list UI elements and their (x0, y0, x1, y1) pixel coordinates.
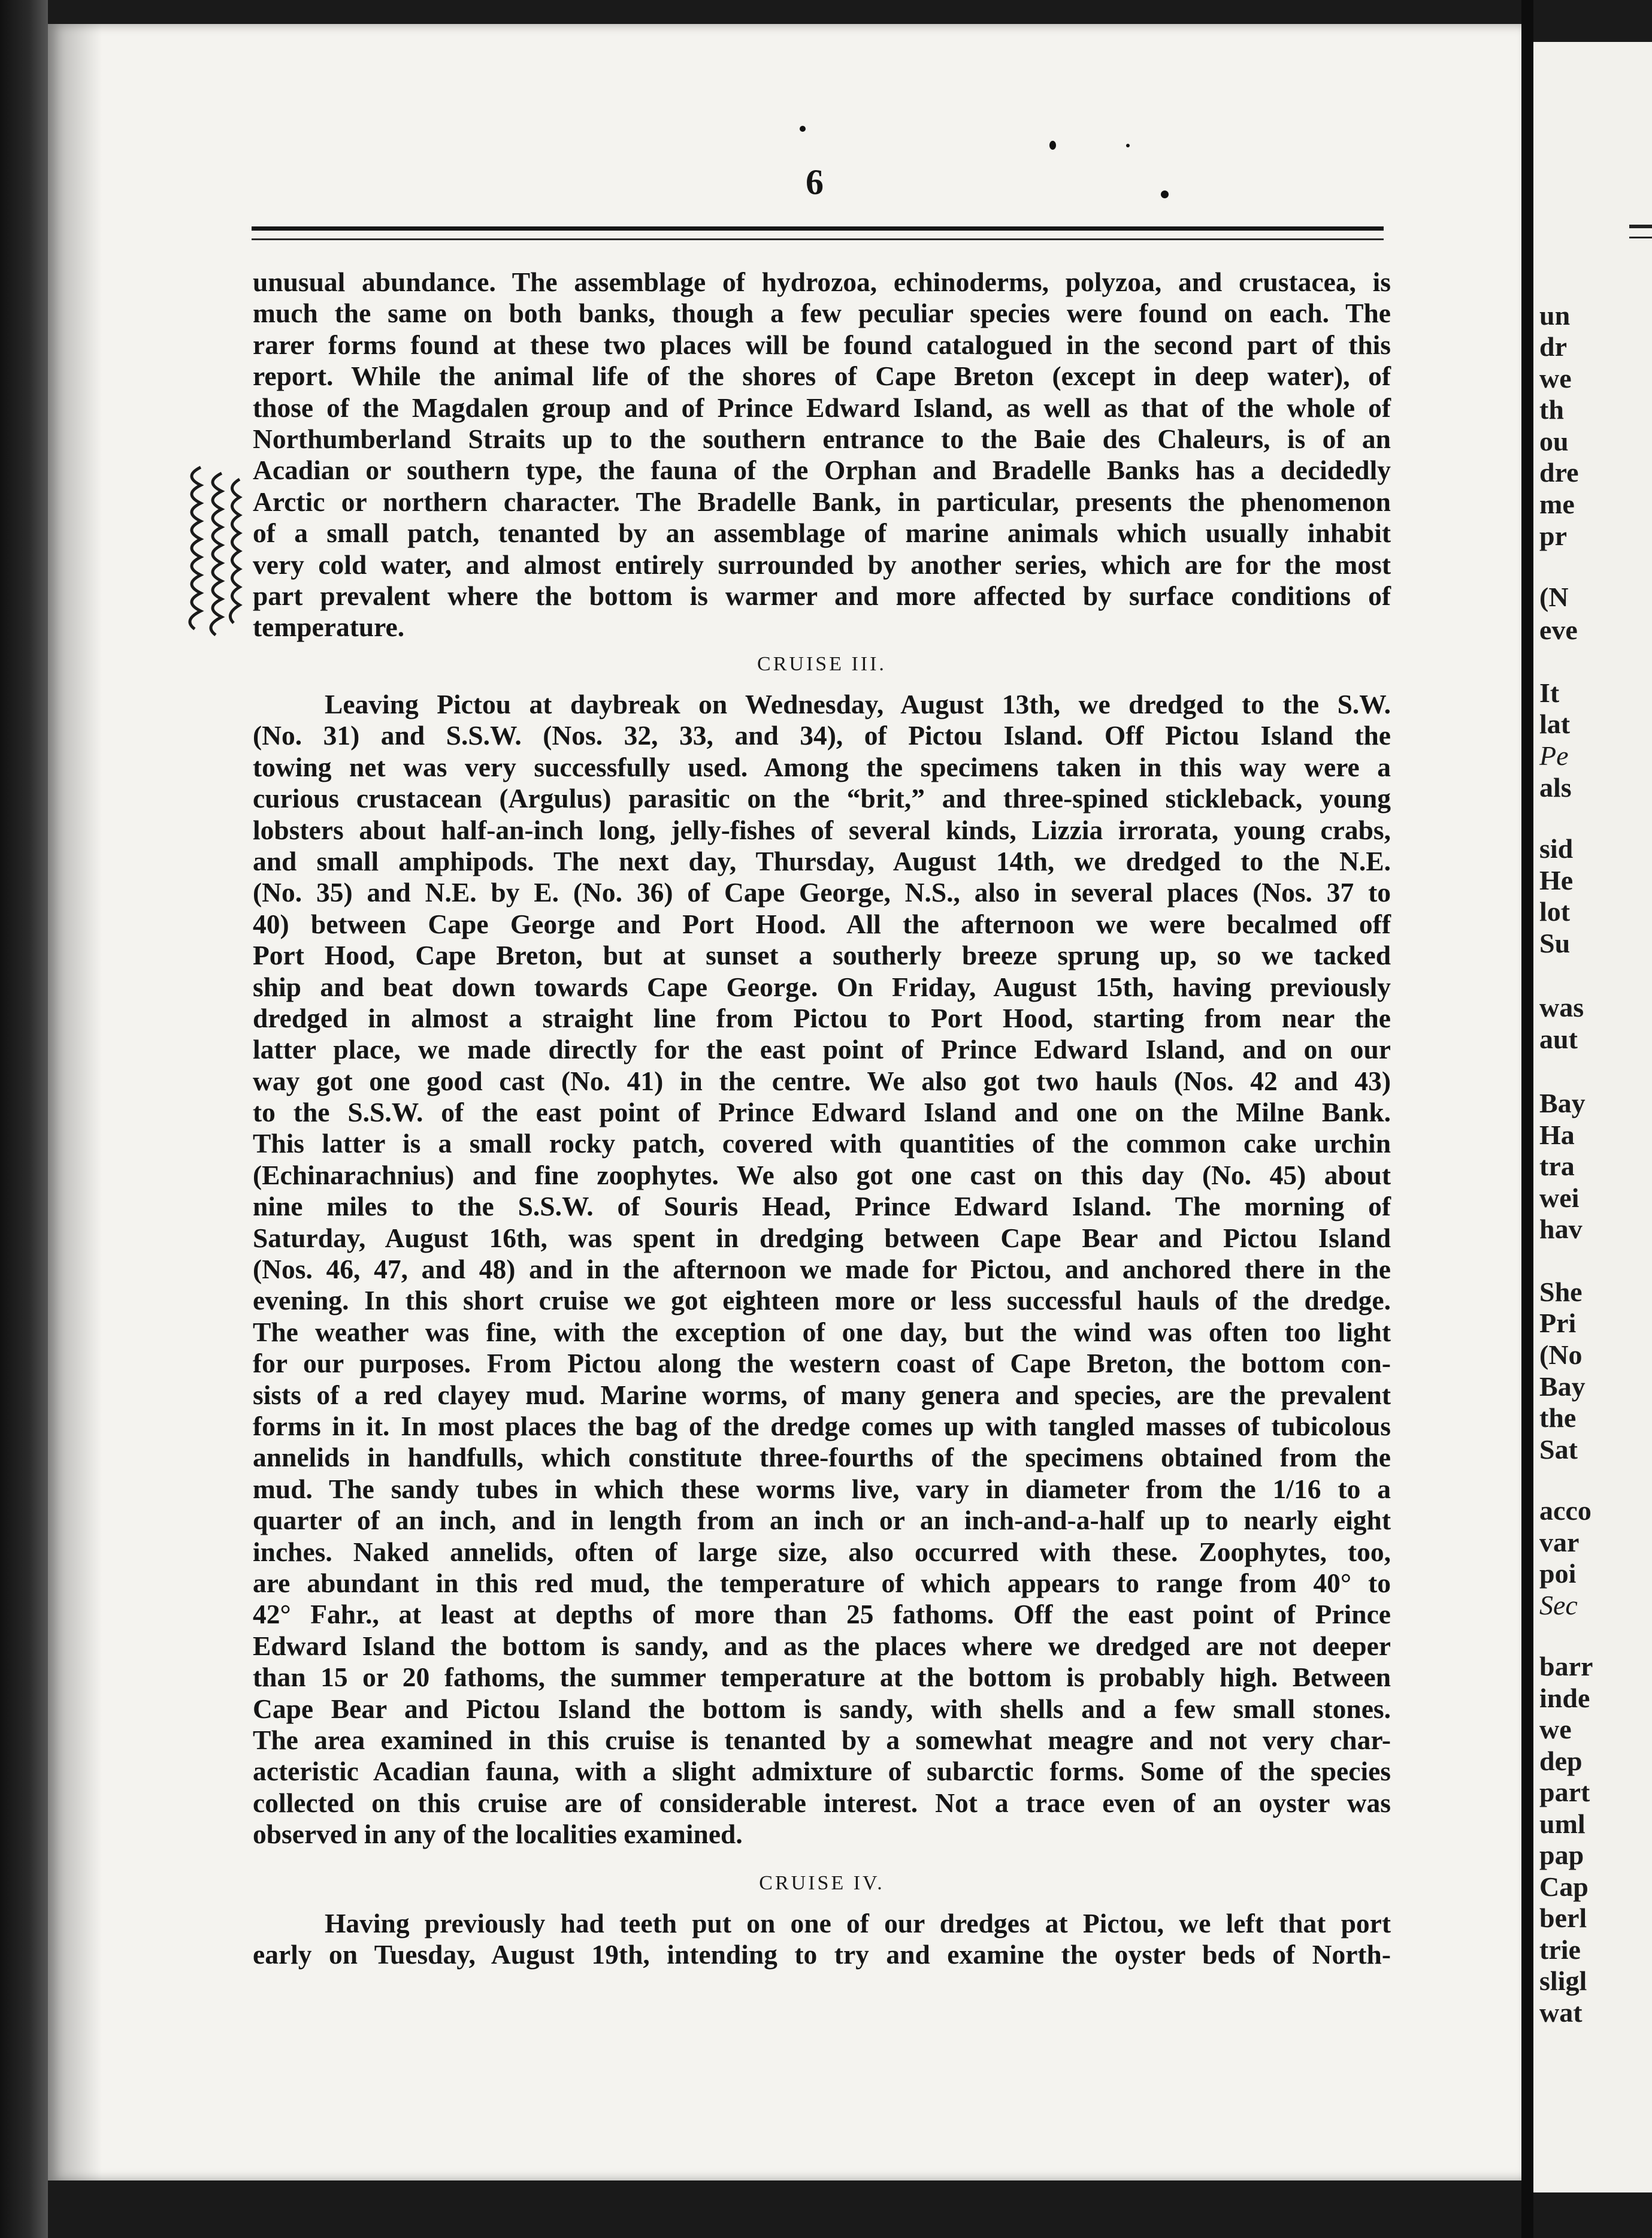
adjacent-fragment: als (1539, 772, 1572, 803)
text-line: Saturday, August 16th, was spent in dredging between Cape Bear and Pictou Island (253, 1222, 1391, 1253)
text-line: early on Tuesday, August 19th, intending to try and examine the oyster beds of North- (253, 1939, 1391, 1970)
text-line: (No. 31) and S.S.W. (Nos. 32, 33, and 34), of Pictou Island. Off Pictou Island the (253, 720, 1391, 751)
adjacent-page-rule (1629, 225, 1652, 228)
text-line: for our purposes. From Pictou along the western coast of Cape Breton, the bottom con- (253, 1348, 1391, 1379)
paragraph-intro (253, 267, 1391, 643)
scan-speck (1161, 190, 1169, 198)
adjacent-fragment: uml (1539, 1808, 1586, 1839)
adjacent-fragment: we (1539, 363, 1572, 394)
text-line: Port Hood, Cape Breton, but at sunset a southerly breeze sprung up, so we tacked (253, 940, 1391, 971)
text-line: latter place, we made directly for the east point of Prince Edward Island, and on our (253, 1034, 1391, 1065)
adjacent-fragment: wat (1539, 1997, 1583, 2028)
scan-edge-left (0, 0, 48, 2238)
text-line: collected on this cruise are of considerable interest. Not a trace even of an oyster was (253, 1787, 1391, 1818)
adjacent-fragment: He (1539, 865, 1574, 896)
text-line: mud. The sandy tubes in which these worms live, vary in diameter from the 1/16 to a (253, 1473, 1391, 1504)
text-line: report. While the animal life of the shores of Cape Breton (except in deep water), of (253, 361, 1391, 392)
adjacent-fragment: var (1539, 1527, 1580, 1557)
text-line: are abundant in this red mud, the temperature of which appears to range from 40° to (253, 1567, 1391, 1598)
adjacent-fragment: Pe (1539, 740, 1569, 771)
text-line: rarer forms found at these two places will be found catalogued in the second part of this (253, 329, 1391, 360)
adjacent-fragment: It (1539, 678, 1560, 708)
adjacent-fragment: tra (1539, 1151, 1575, 1181)
adjacent-fragment: (N (1539, 582, 1569, 612)
adjacent-fragment: ou (1539, 426, 1569, 456)
page-number: 6 (806, 162, 824, 202)
text-line: (Echinarachnius) and fine zoophytes. We also got one cast on this day (No. 45) about (253, 1159, 1391, 1190)
text-line: dredged in almost a straight line from Pictou to Port Hood, starting from near the (253, 1002, 1391, 1033)
text-line: The weather was fine, with the exception of one day, but the wind was often too light (253, 1316, 1391, 1347)
adjacent-fragment: poi (1539, 1558, 1577, 1589)
text-line: and small amphipods. The next day, Thursday, August 14th, we dredged to the N.E. (253, 845, 1391, 876)
adjacent-fragment: pr (1539, 521, 1567, 551)
adjacent-fragment: was (1539, 992, 1584, 1023)
text-line: Cape Bear and Pictou Island the bottom is sandy, with shells and a few small stones. (253, 1693, 1391, 1724)
text-line: Acadian or southern type, the fauna of the Orphan and Bradelle Banks has a decidedly (253, 455, 1391, 486)
text-line: part prevalent where the bottom is warmer and more affected by surface conditions of (253, 580, 1391, 611)
text-line: to the S.S.W. of the east point of Prince Edward Island and one on the Milne Bank. (253, 1097, 1391, 1128)
adjacent-fragment: sid (1539, 833, 1574, 864)
text-line: of a small patch, tenanted by an assemblage of marine animals which usually inhabit (253, 518, 1391, 549)
text-line: 42° Fahr., at least at depths of more than 25 fathoms. Off the east point of Prince (253, 1599, 1391, 1630)
adjacent-fragment: Pri (1539, 1308, 1577, 1338)
text-line: observed in any of the localities examined. (253, 1819, 743, 1850)
text-line: inches. Naked annelids, often of large size, also occurred with these. Zoophytes, too, (253, 1536, 1391, 1567)
adjacent-fragment: dre (1539, 457, 1579, 488)
adjacent-fragment: sligl (1539, 1965, 1587, 1996)
text-line: nine miles to the S.S.W. of Souris Head, Prince Edward Island. The morning of (253, 1191, 1391, 1222)
adjacent-fragment: pap (1539, 1840, 1584, 1870)
text-line: forms in it. In most places the bag of the dredge comes up with tangled masses of tubicolous (253, 1410, 1391, 1441)
header-rule-thin (252, 238, 1384, 240)
adjacent-fragment: Sec (1539, 1590, 1578, 1620)
adjacent-fragment: Bay (1539, 1088, 1586, 1118)
text-line: annelids in handfulls, which constitute three-fourths of the specimens obtained from the (253, 1442, 1391, 1473)
adjacent-fragment: Sat (1539, 1434, 1578, 1465)
text-line: temperature. (253, 612, 405, 643)
text-line: sists of a red clayey mud. Marine worms, of many genera and species, are the prevalent (253, 1379, 1391, 1410)
adjacent-fragment: eve (1539, 615, 1578, 645)
text-line: way got one good cast (No. 41) in the centre. We also got two hauls (Nos. 42 and 43) (253, 1065, 1391, 1096)
adjacent-fragment: hav (1539, 1214, 1583, 1244)
adjacent-fragment: Cap (1539, 1871, 1589, 1902)
adjacent-fragment: Su (1539, 928, 1571, 958)
adjacent-fragment: part (1539, 1777, 1590, 1807)
handwritten-margin-mark (180, 461, 252, 665)
adjacent-fragment: (No (1539, 1339, 1583, 1370)
adjacent-fragment: She (1539, 1277, 1583, 1307)
paragraph-cruise-4 (253, 1908, 1391, 1971)
section-heading-cruise-3: CRUISE III. (757, 653, 886, 675)
adjacent-fragment: the (1539, 1402, 1577, 1433)
adjacent-fragment: th (1539, 394, 1564, 425)
text-line: (No. 35) and N.E. by E. (No. 36) of Cape George, N.S., also in several places (Nos. 37 to (253, 877, 1391, 908)
paragraph-cruise-3 (253, 689, 1391, 1850)
adjacent-fragment: berl (1539, 1903, 1587, 1933)
text-line: quarter of an inch, and in length from an inch or an inch-and-a-half up to nearly eight (253, 1505, 1391, 1536)
scan-speck (800, 126, 806, 132)
header-rule (252, 226, 1384, 231)
text-line: Leaving Pictou at daybreak on Wednesday, August 13th, we dredged to the S.W. (325, 689, 1391, 719)
text-line: ship and beat down towards Cape George. On Friday, August 15th, having previously (253, 971, 1391, 1002)
adjacent-fragment: barr (1539, 1651, 1593, 1681)
scan-speck (1049, 141, 1056, 150)
text-line: than 15 or 20 fathoms, the summer temperature at the bottom is probably high. Between (253, 1662, 1391, 1693)
adjacent-fragment: Ha (1539, 1120, 1575, 1150)
section-heading-cruise-4: CRUISE IV. (759, 1872, 885, 1894)
text-line: those of the Magdalen group and of Prince Edward Island, as well as that of the whole of (253, 392, 1391, 423)
text-line: Edward Island the bottom is sandy, and as the places where we dredged are not deeper (253, 1630, 1391, 1661)
text-line: The area examined in this cruise is tenanted by a somewhat meagre and not very char- (253, 1724, 1391, 1755)
page-gutter (1521, 0, 1533, 2238)
text-line: Having previously had teeth put on one of our dredges at Pictou, we left that port (325, 1908, 1391, 1938)
text-line: Arctic or northern character. The Bradelle Bank, in particular, presents the phenomenon (253, 486, 1391, 517)
adjacent-fragment: acco (1539, 1495, 1592, 1526)
adjacent-fragment: dep (1539, 1746, 1583, 1776)
adjacent-page-rule-thin (1629, 237, 1652, 238)
adjacent-fragment: dr (1539, 331, 1567, 362)
text-line: 40) between Cape George and Port Hood. All the afternoon we were becalmed off (253, 908, 1391, 939)
adjacent-fragment: un (1539, 300, 1571, 331)
text-line: acteristic Acadian fauna, with a slight admixture of subarctic forms. Some of the species (253, 1756, 1391, 1787)
text-line: towing net was very successfully used. Among the specimens taken in this way were a (253, 751, 1391, 782)
adjacent-fragment: lat (1539, 709, 1571, 739)
text-line: much the same on both banks, though a few peculiar species were found on each. The (253, 298, 1391, 329)
adjacent-page (1533, 42, 1652, 2192)
text-line: unusual abundance. The assemblage of hydrozoa, echinoderms, polyzoa, and crustacea, is (253, 267, 1391, 297)
adjacent-fragment: we (1539, 1714, 1572, 1744)
binding-shadow (48, 24, 102, 2180)
text-line: Northumberland Straits up to the southern entrance to the Baie des Chaleurs, is of an (253, 423, 1391, 454)
adjacent-fragment: aut (1539, 1024, 1578, 1054)
adjacent-fragment: wei (1539, 1182, 1580, 1213)
adjacent-fragment: me (1539, 489, 1575, 519)
adjacent-fragment: trie (1539, 1934, 1581, 1965)
scan-speck (1126, 144, 1130, 147)
adjacent-fragment: Bay (1539, 1371, 1586, 1402)
text-line: (Nos. 46, 47, and 48) and in the afternoon we made for Pictou, and anchored there in the (253, 1254, 1391, 1285)
adjacent-fragment: inde (1539, 1683, 1590, 1713)
text-line: very cold water, and almost entirely surrounded by another series, which are for the most (253, 549, 1391, 580)
text-line: curious crustacean (Argulus) parasitic on the “brit,” and three-spined stickleback, young (253, 783, 1391, 814)
text-line: lobsters about half-an-inch long, jelly-fishes of several kinds, Lizzia irrorata, young crabs, (253, 814, 1391, 845)
text-line: This latter is a small rocky patch, covered with quantities of the common cake urchin (253, 1128, 1391, 1159)
adjacent-fragment: lot (1539, 896, 1571, 927)
text-line: evening. In this short cruise we got eighteen more or less successful hauls of the dredge. (253, 1285, 1391, 1316)
